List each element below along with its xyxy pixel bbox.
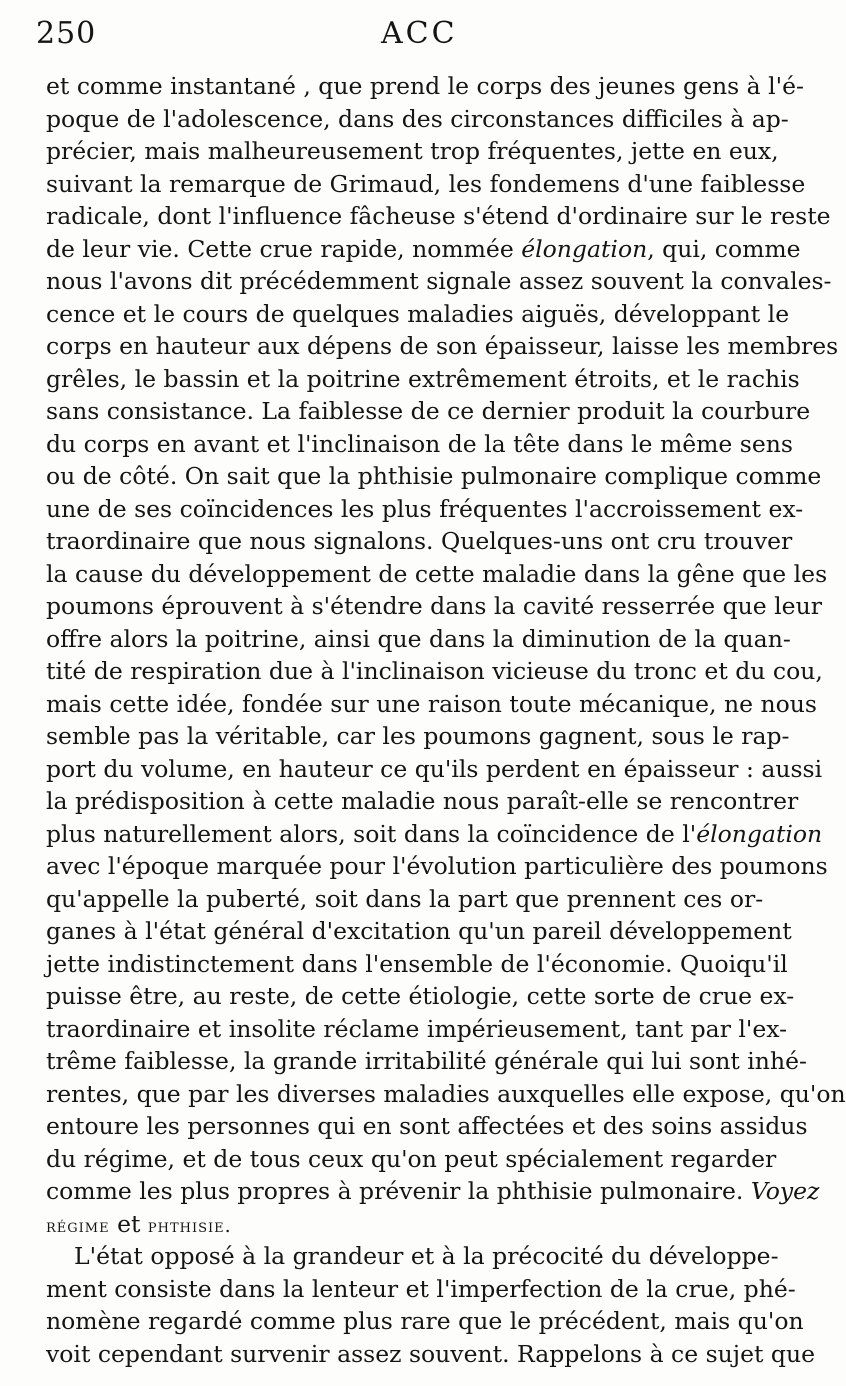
text-span: plus naturellement alors, soit dans la coïncidence de l' [46,819,697,848]
paragraph-2 [46,1240,815,1370]
text-line: la cause du développement de cette maladie dans la gêne que les [46,559,828,588]
body-text [46,70,846,1370]
text-line: la prédisposition à cette maladie nous paraît-elle se rencontrer [46,787,799,815]
text-line: et comme instantané , que prend le corps des jeunes gens à l'é- [46,72,804,100]
text-line: avec l'époque marquée pour l'évolution particulière des poumons [46,852,828,880]
italic-term: élongation [696,819,823,848]
text-line: poque de l'adolescence, dans des circonstances difficiles à ap- [46,104,789,133]
page-header [36,10,776,60]
text-line: trême faiblesse, la grande irritabilité générale qui lui sont inhé- [46,1047,807,1075]
text-line: L'état opposé à la grandeur et à la précocité du développe- [74,1242,779,1270]
running-head: ACC [381,16,458,51]
text-line: puisse être, au reste, de cette étiologie, cette sorte de crue ex- [46,982,795,1010]
text-span: , qui, comme [647,234,801,263]
text-line: précier, mais malheureusement trop fréquentes, jette en eux, [46,137,779,165]
text-span: comme les plus propres à prévenir la phthisie pulmonaire. [46,1177,751,1205]
text-line: cence et le cours de quelques maladies aiguës, développant le [46,299,790,328]
text-line: qu'appelle la puberté, soit dans la part que prennent ces or- [46,884,764,913]
text-line: voit cependant survenir assez souvent. Rappelons à ce sujet que [46,1339,815,1368]
text-line: port du volume, en hauteur ce qu'ils perdent en épaisseur : aussi [46,754,823,783]
text-line: ment consiste dans la lenteur et l'imperfection de la crue, phé- [46,1274,796,1303]
page-number: 250 [36,16,97,51]
text-line: du corps en avant et l'inclinaison de la tête dans le même sens [46,429,793,458]
text-span: de leur vie. Cette crue rapide, nommée [46,234,522,263]
text-line: entoure les personnes qui en sont affectées et des soins assidus [46,1112,808,1140]
cross-reference: régime [46,1214,110,1237]
text-line: corps en hauteur aux dépens de son épaisseur, laisse les membres [46,332,839,360]
text-line [46,818,823,851]
text-line: offre alors la poitrine, ainsi que dans la diminution de la quan- [46,624,791,653]
text-line: nomène regardé comme plus rare que le précédent, mais qu'on [46,1307,804,1335]
text-line: nous l'avons dit précédemment signale assez souvent la convales- [46,267,832,295]
text-line [46,233,801,266]
text-line: tité de respiration due à l'inclinaison vicieuse du tronc et du cou, [46,657,823,685]
italic-term: élongation [521,234,648,263]
text-line: sans consistance. La faiblesse de ce dernier produit la courbure [46,397,811,425]
text-line: du régime, et de tous ceux qu'on peut spécialement regarder [46,1144,777,1173]
text-line: radicale, dont l'influence fâcheuse s'étend d'ordinaire sur le reste [46,202,831,230]
text-line: ganes à l'état général d'excitation qu'un pareil développement [46,917,792,945]
paragraph-1 [46,70,846,1240]
text-line: semble pas la véritable, car les poumons gagnent, sous le rap- [46,722,790,750]
text-line [46,1208,761,1241]
cross-reference: phthisie. [147,1214,232,1237]
text-line: une de ses coïncidences les plus fréquentes l'accroissement ex- [46,494,804,523]
text-line: suivant la remarque de Grimaud, les fondemens d'une faiblesse [46,169,806,198]
text-span: et [109,1209,148,1238]
text-line: grêles, le bassin et la poitrine extrêmement étroits, et le rachis [46,364,800,393]
italic-see-also: Voyez [750,1177,820,1205]
text-line: traordinaire et insolite réclame impérieusement, tant par l'ex- [46,1014,788,1043]
text-line: poumons éprouvent à s'étendre dans la cavité resserrée que leur [46,592,822,620]
text-line: jette indistinctement dans l'ensemble de l'économie. Quoiqu'il [46,949,788,978]
text-line: mais cette idée, fondée sur une raison toute mécanique, ne nous [46,689,817,718]
text-line: traordinaire que nous signalons. Quelques-uns ont cru trouver [46,527,793,555]
text-line: ou de côté. On sait que la phthisie pulmonaire complique comme [46,462,822,490]
text-line [46,1175,820,1208]
text-line: rentes, que par les diverses maladies auxquelles elle expose, qu'on [46,1079,846,1108]
